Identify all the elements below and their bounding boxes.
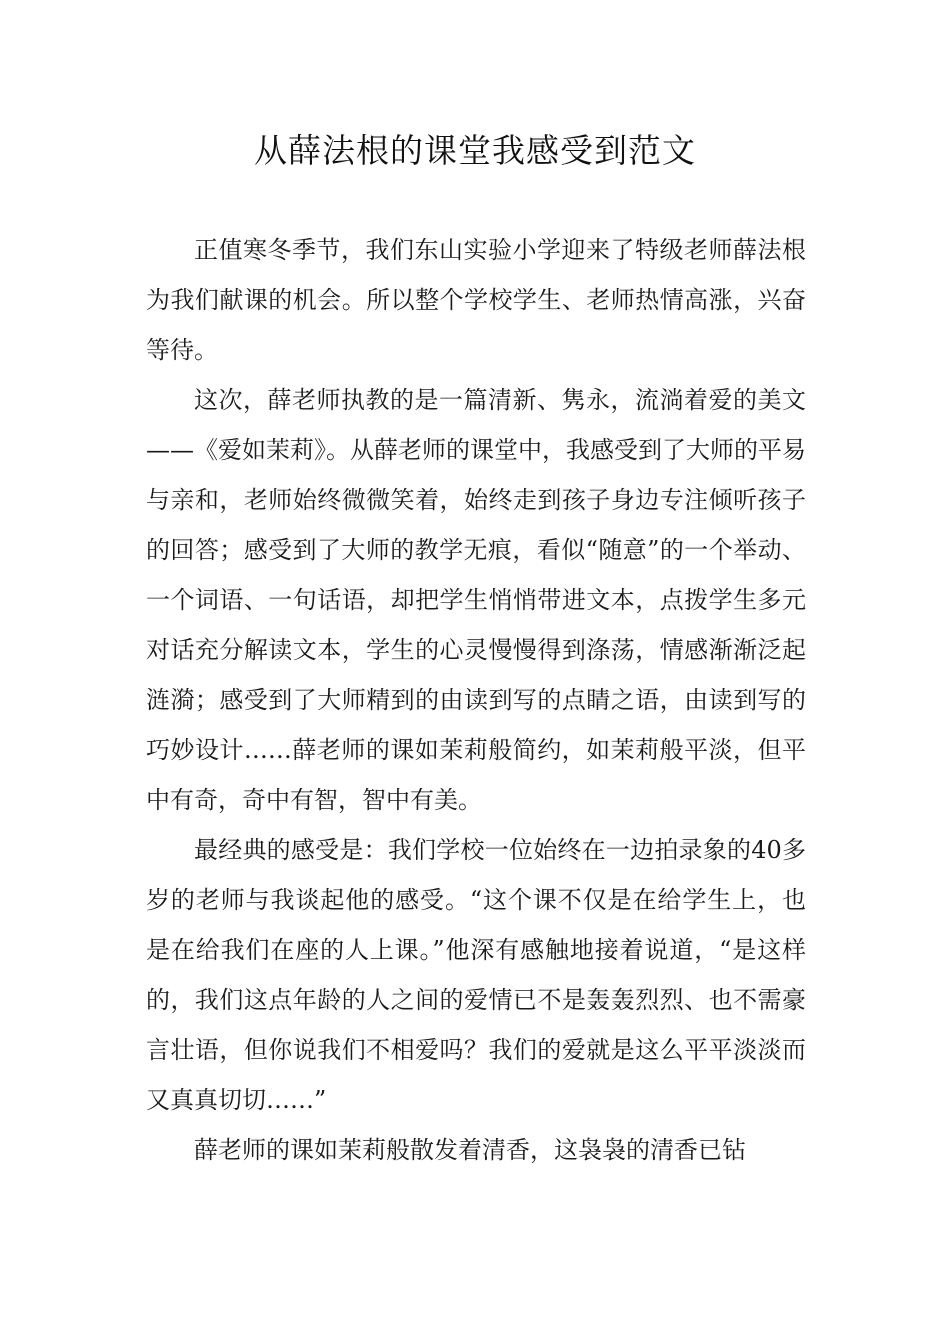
paragraph-4: 薛老师的课如茉莉般散发着清香，这袅袅的清香已钻 (194, 1136, 746, 1164)
paragraph-3: 最经典的感受是：我们学校一位始终在一边拍录象的40多岁的老师与我谈起他的感受。“这个课不仅是在给学生上，也是在给我们在座的人上课。”他深有感触地接着说道，“是这样的，我们这点年龄的人之间的爱情已不是轰轰烈烈、也不需豪言壮语，但你说我们不相爱吗？我们的爱就是这么平平淡淡而又真真切切……” (146, 836, 806, 1114)
document-body (146, 225, 806, 1175)
paragraph-1: 正值寒冬季节，我们东山实验小学迎来了特级老师薛法根为我们献课的机会。所以整个学校学生、老师热情高涨，兴奋等待。 (146, 236, 806, 364)
document-title: 从薛法根的课堂我感受到范文 (254, 131, 696, 170)
paragraph-2: 这次，薛老师执教的是一篇清新、隽永，流淌着爱的美文——《爱如茉莉》。从薛老师的课堂中，我感受到了大师的平易与亲和，老师始终微微笑着，始终走到孩子身边专注倾听孩子的回答；感受到了大师的教学无痕，看似“随意”的一个举动、一个词语、一句话语，却把学生悄悄带进文本，点拨学生多元对话充分解读文本，学生的心灵慢慢得到涤荡，情感渐渐泛起涟漪；感受到了大师精到的由读到写的点睛之语，由读到写的巧妙设计……薛老师的课如茉莉般简约，如茉莉般平淡，但平中有奇，奇中有智，智中有美。 (146, 386, 806, 814)
